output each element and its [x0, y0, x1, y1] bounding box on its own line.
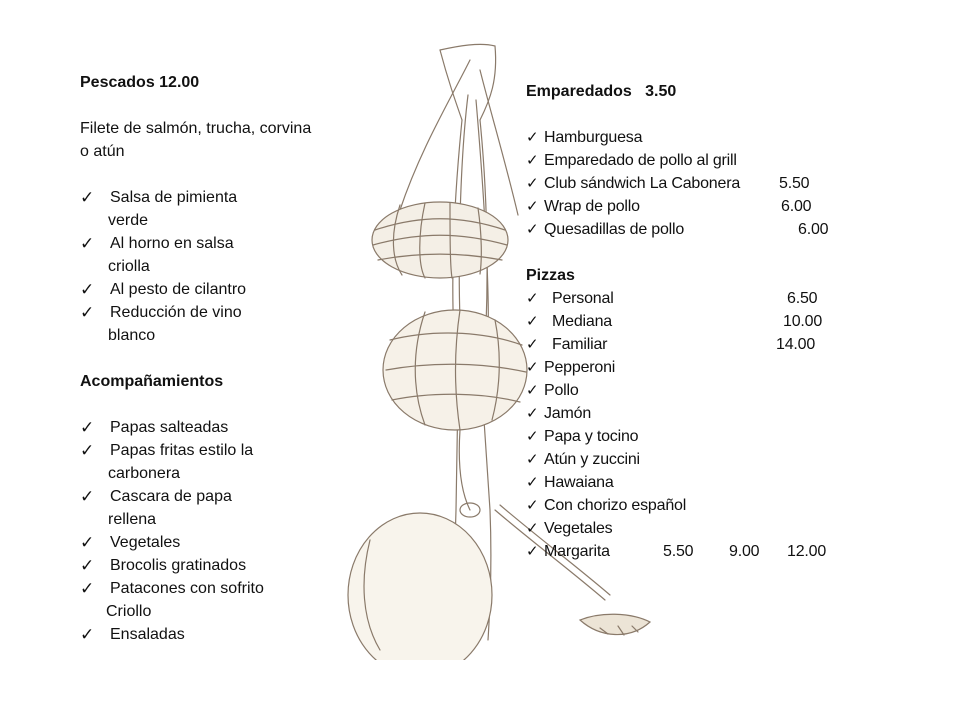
- check-icon: ✓: [526, 382, 539, 399]
- pescados-heading: Pescados 12.00: [80, 74, 200, 91]
- item-label: Cascara de papa: [110, 488, 232, 505]
- item-price: 6.50: [787, 290, 818, 307]
- item-price: 6.00: [781, 198, 812, 215]
- item-label: Reducción de vino: [110, 304, 242, 321]
- acompanamientos-heading: Acompañamientos: [80, 373, 224, 390]
- check-icon: ✓: [80, 556, 95, 575]
- check-icon: ✓: [526, 451, 539, 468]
- check-icon: ✓: [526, 497, 539, 514]
- left-menu-column: [80, 71, 320, 646]
- list-item: [526, 494, 856, 517]
- check-icon: ✓: [80, 441, 95, 460]
- check-icon: ✓: [526, 152, 539, 169]
- pescados-description: Filete de salmón, trucha, corvina o atún: [80, 120, 312, 160]
- list-item: [526, 471, 856, 494]
- list-item: [80, 301, 320, 324]
- item-label: Personal: [552, 290, 614, 307]
- list-item: [80, 485, 320, 508]
- list-item: [80, 439, 320, 462]
- list-item-continuation: blanco: [108, 327, 156, 344]
- check-icon: ✓: [80, 234, 95, 253]
- list-item: [80, 577, 320, 600]
- list-item: [526, 540, 856, 563]
- list-item: [526, 356, 856, 379]
- margarita-price-personal: 5.50: [663, 543, 694, 560]
- list-item-continuation: Criollo: [106, 603, 152, 620]
- item-label: Brocolis gratinados: [110, 557, 247, 574]
- check-icon: ✓: [80, 625, 95, 644]
- spacer: [526, 103, 856, 126]
- check-icon: ✓: [526, 520, 539, 537]
- list-item: [526, 379, 856, 402]
- item-label: Ensaladas: [110, 626, 185, 643]
- item-label: Wrap de pollo: [544, 198, 640, 215]
- item-label: Vegetales: [544, 520, 613, 537]
- list-item: [526, 402, 856, 425]
- list-item: [526, 333, 856, 356]
- spacer: [526, 241, 856, 264]
- right-menu-column: [526, 80, 856, 563]
- list-item: [80, 554, 320, 577]
- check-icon: ✓: [526, 175, 539, 192]
- margarita-price-familiar: 12.00: [787, 543, 827, 560]
- item-label: Familiar: [552, 336, 608, 353]
- item-label: Emparedado de pollo al grill: [544, 152, 737, 169]
- list-item: [526, 310, 856, 333]
- item-label: Atún y zuccini: [544, 451, 640, 468]
- list-item: [526, 172, 856, 195]
- list-item: [80, 186, 320, 209]
- emparedados-list: [526, 126, 856, 241]
- item-label: Hamburguesa: [544, 129, 643, 146]
- list-item: [526, 218, 856, 241]
- list-item: [80, 232, 320, 255]
- check-icon: ✓: [526, 428, 539, 445]
- check-icon: ✓: [526, 336, 539, 353]
- spacer: [80, 393, 320, 416]
- item-price: 14.00: [776, 336, 816, 353]
- check-icon: ✓: [80, 303, 95, 322]
- margarita-price-mediana: 9.00: [729, 543, 760, 560]
- spacer: [80, 163, 320, 186]
- item-price: 10.00: [783, 313, 823, 330]
- item-label: Vegetales: [110, 534, 181, 551]
- check-icon: ✓: [526, 359, 539, 376]
- pizzas-heading: Pizzas: [526, 267, 575, 284]
- list-item: [526, 287, 856, 310]
- list-item: [526, 126, 856, 149]
- item-label: Margarita: [544, 543, 610, 560]
- item-label: Pepperoni: [544, 359, 616, 376]
- list-item: [526, 425, 856, 448]
- emparedados-heading: Emparedados 3.50: [526, 83, 677, 100]
- check-icon: ✓: [526, 474, 539, 491]
- list-item: [80, 416, 320, 439]
- item-label: Salsa de pimienta: [110, 189, 238, 206]
- check-icon: ✓: [80, 188, 95, 207]
- list-item: [80, 531, 320, 554]
- list-item-continuation: verde: [108, 212, 149, 229]
- list-item: [526, 517, 856, 540]
- item-label: Pollo: [544, 382, 579, 399]
- item-label: Al pesto de cilantro: [110, 281, 247, 298]
- check-icon: ✓: [80, 418, 95, 437]
- check-icon: ✓: [526, 290, 539, 307]
- check-icon: ✓: [526, 405, 539, 422]
- list-item-continuation: criolla: [108, 258, 150, 275]
- item-label: Con chorizo español: [544, 497, 687, 514]
- check-icon: ✓: [80, 579, 95, 598]
- list-item-continuation: carbonera: [108, 465, 181, 482]
- spacer: [80, 347, 320, 370]
- list-item: [526, 448, 856, 471]
- item-label: Papas fritas estilo la: [110, 442, 254, 459]
- item-label: Mediana: [552, 313, 612, 330]
- check-icon: ✓: [526, 198, 539, 215]
- list-item: [526, 149, 856, 172]
- item-price: 6.00: [798, 221, 829, 238]
- list-item-continuation: rellena: [108, 511, 157, 528]
- item-label: Club sándwich La Cabonera: [544, 175, 741, 192]
- pescados-sauce-list: [80, 186, 320, 347]
- item-label: Patacones con sofrito: [110, 580, 264, 597]
- check-icon: ✓: [526, 129, 539, 146]
- item-label: Hawaiana: [544, 474, 614, 491]
- check-icon: ✓: [80, 487, 95, 506]
- pizzas-list: [526, 287, 856, 563]
- list-item: [526, 195, 856, 218]
- check-icon: ✓: [526, 313, 539, 330]
- acompanamientos-list: [80, 416, 320, 646]
- list-item: [80, 278, 320, 301]
- item-label: Papa y tocino: [544, 428, 639, 445]
- item-price: 5.50: [779, 175, 810, 192]
- spacer: [80, 94, 320, 117]
- check-icon: ✓: [526, 221, 539, 238]
- list-item: [80, 623, 320, 646]
- check-icon: ✓: [80, 533, 95, 552]
- item-label: Jamón: [544, 405, 592, 422]
- check-icon: ✓: [80, 280, 95, 299]
- item-label: Al horno en salsa: [110, 235, 234, 252]
- check-icon: ✓: [526, 543, 539, 560]
- item-label: Papas salteadas: [110, 419, 229, 436]
- item-label: Quesadillas de pollo: [544, 221, 685, 238]
